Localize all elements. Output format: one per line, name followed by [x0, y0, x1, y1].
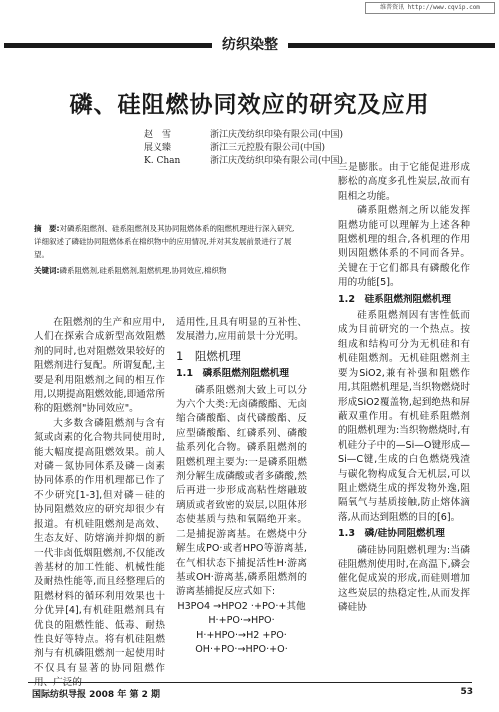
paragraph: 磷硅协同阻燃机理为:当磷硅阻燃剂使用时,在高温下,磷会催化促成炭的形成,而硅则增加这些炭层的热稳定性,从而发挥磷硅协 — [338, 544, 470, 614]
masthead-bar-left — [4, 43, 212, 48]
abstract-text: 对磷系阻燃剂、硅系阻燃剂及其协同阻燃体系的阻燃机理进行深入研究,详细叙述了磷硅协同阻燃体系在棉织物中的应用情况,并对其发展前景进行了展望。 — [34, 224, 295, 259]
equation: H3PO4 →HPO2 ·+PO·+其他 — [177, 600, 306, 612]
author-row — [144, 142, 343, 155]
author-affiliation: 浙江庆茂纺织印染有限公司(中国) — [210, 130, 344, 140]
author-affiliation: 浙江三元控股有限公司(中国) — [210, 143, 326, 153]
keywords-label: 关键词: — [34, 266, 60, 275]
page-number: 53 — [460, 687, 473, 697]
equation: OH·+PO·→HPO·+O· — [195, 643, 288, 655]
section-label: 纺织染整 — [222, 37, 278, 53]
author-affiliation: 浙江庆茂纺织印染有限公司(中国) — [210, 156, 344, 166]
author-row — [144, 129, 343, 142]
paragraph: 在阻燃剂的生产和应用中,人们在探索合成新型高效阻燃剂的同时,也对阻燃效果较好的阻燃剂进行复配。所谓复配,主要是利用阻燃剂之间的相互作用,以期提高阻燃效能,即通常所称的阻燃剂"协同效应"。 — [34, 317, 165, 415]
masthead-bar-right — [288, 43, 495, 48]
site-watermark: 维普资讯 http://www.cqvip.com — [365, 2, 495, 14]
author-name: K. Chan — [144, 156, 181, 166]
journal-name: 国际纺织导报 2008 年 第 2 期 — [32, 690, 160, 700]
abstract — [34, 222, 300, 261]
paragraph: 三是膨胀。由于它能促进形成膨松的高度多孔性炭层,故而有阻相之功能。 — [338, 162, 470, 202]
subsection-heading: 1.1 磷系阻燃剂阻燃机理 — [176, 368, 289, 380]
paragraph: 磷系阻燃剂大致上可以分为六个大类:无卤磷酸酯、无卤缩合磷酸酯、卤代磷酸酯、反应型磷酸酯、红磷系列、磷酸盐系列化合物。磷系阻燃剂的阻燃机理主要为:一是磷系阻燃剂分解生成磷酸或者多磷酸,然后再进一步形成高粘性熔融玻璃质或者致密的炭层,以阻体形态使基质与热和氧隔绝开来。二是捕捉游离基。在燃烧中分解生成PO·或者HPO等游离基,在气相状态下捕捉活性H·游离基或OH·游离基,磷系阻燃剂的游离基捕捉反应式如下: — [176, 384, 307, 598]
equation: H·+PO·→HPO· — [208, 615, 275, 627]
masthead — [0, 39, 499, 51]
page-footer — [0, 682, 499, 702]
paragraph: 大多数含磷阻燃剂与含有氮或卤素的化合物共同使用时,能大幅度提高阻燃效果。前人对磷－氮协同体系及磷－卤素协同体系的作用机理都已作了不少研究[1-3],但对磷－硅的协同阻燃效应的研究却很少有报道。有机硅阻燃剂是高效、生态友好、防熔滴并抑烟的新一代非卤低烟阻燃剂,不仅能改善基材的加工性能、机械性能及耐热性能等,而且经整理后的阻燃材料的循环利用效果也十分优异[4],有机硅阻燃剂具有优良的阻燃性能、低毒、耐热性良好等特点。将有机硅阻燃剂与有机磷阻燃剂一起使用时不仅具有显著的协同阻燃作用、广泛的 — [34, 417, 165, 689]
section-heading: 1 阻燃机理 — [176, 348, 241, 363]
paragraph: 磷系阻燃剂之所以能发挥阻燃功能可以理解为上述各种阻燃机理的组合,各机理的作用则因阻燃体系的不同而各异。关键在于它们都具有磷酸化作用的功能[5]。 — [338, 205, 470, 289]
author-row — [144, 155, 343, 168]
author-name: 展义臻 — [144, 143, 172, 153]
subsection-heading: 1.3 磷/硅协同阻燃机理 — [338, 528, 445, 540]
article-title: 磷、硅阻燃协同效应的研究及应用 — [69, 92, 430, 118]
paragraph: 适用性,且具有明显的互补性、发展潜力,应用前景十分光明。 — [176, 317, 307, 343]
keywords — [34, 264, 300, 277]
footer-rule — [28, 682, 472, 683]
column-middle — [176, 316, 307, 657]
paragraph: 硅系阻燃剂因有害性低而成为目前研究的一个热点。按组成和结构可分为无机硅和有机硅阻燃剂。无机硅阻燃剂主要为SiO2,兼有补强和阻燃作用,其阻燃机理是,当织物燃烧时形成SiO2覆盖物,起到绝热和屏蔽双重作用。有机硅系阻燃剂的阻燃机理为:当织物燃烧时,有机硅分子中的—Si—O键形成—Si—C键,生成的白色燃烧残渣与碳化物构成复合无机层,可以阻止燃烧生成的挥发物外逸,阻隔氧气与基质接触,防止熔体滴落,从而达到阻燃的目的[6]。 — [338, 310, 470, 523]
author-block — [144, 129, 343, 168]
column-left — [34, 316, 165, 691]
abstract-label: 摘 要: — [34, 224, 60, 233]
author-name: 赵 雪 — [144, 130, 172, 140]
keywords-text: 磷系阻燃剂,硅系阻燃剂,阻燃机理,协同效应,棉织物 — [59, 266, 227, 275]
column-right — [338, 161, 470, 616]
equation: H·+HPO·→H2 +PO· — [196, 629, 287, 641]
subsection-heading: 1.2 硅系阻燃剂阻燃机理 — [338, 293, 451, 305]
